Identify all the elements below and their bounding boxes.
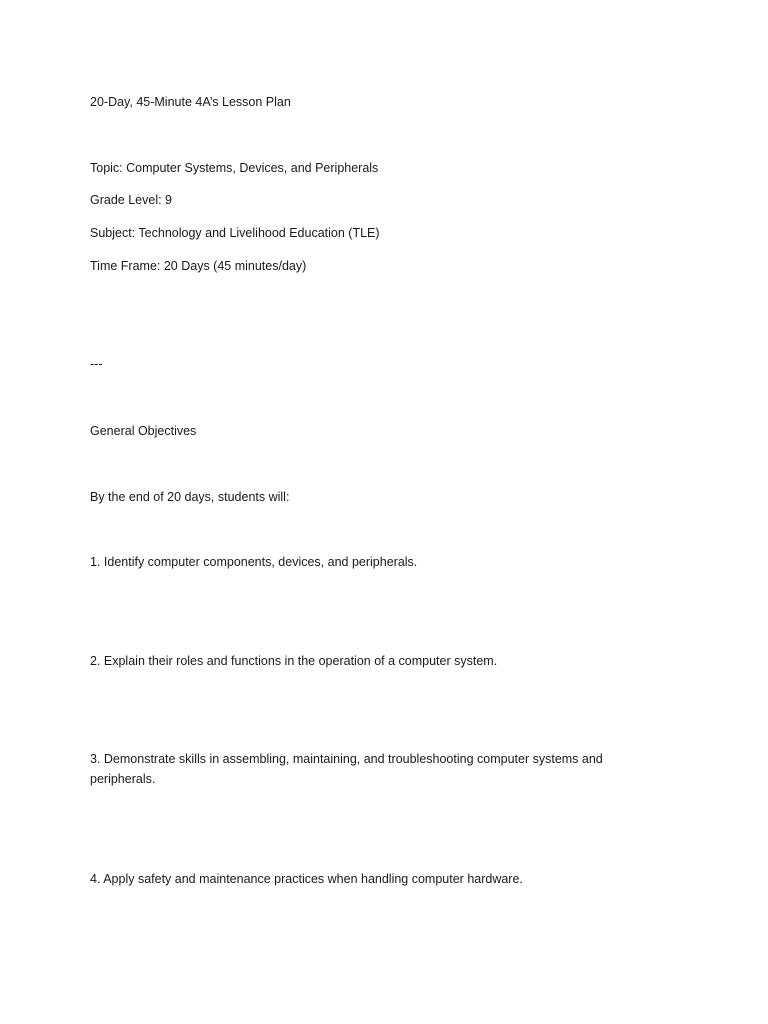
time-frame-line: Time Frame: 20 Days (45 minutes/day)	[90, 259, 307, 273]
section-separator: ---	[90, 357, 103, 371]
objectives-intro: By the end of 20 days, students will:	[90, 490, 290, 504]
objective-item: 2. Explain their roles and functions in the operation of a computer system.	[90, 654, 498, 668]
objective-item: 1. Identify computer components, devices, and peripherals.	[90, 555, 418, 569]
subject-line: Subject: Technology and Livelihood Education (TLE)	[90, 226, 380, 240]
topic-line: Topic: Computer Systems, Devices, and Peripherals	[90, 161, 379, 175]
document-title: 20-Day, 45-Minute 4A’s Lesson Plan	[90, 95, 291, 109]
objectives-heading: General Objectives	[90, 424, 197, 438]
objective-item: 3. Demonstrate skills in assembling, maintaining, and troubleshooting computer systems and peripherals.	[90, 752, 603, 786]
objective-item: 4. Apply safety and maintenance practices when handling computer hardware.	[90, 872, 523, 886]
grade-level-line: Grade Level: 9	[90, 193, 172, 207]
